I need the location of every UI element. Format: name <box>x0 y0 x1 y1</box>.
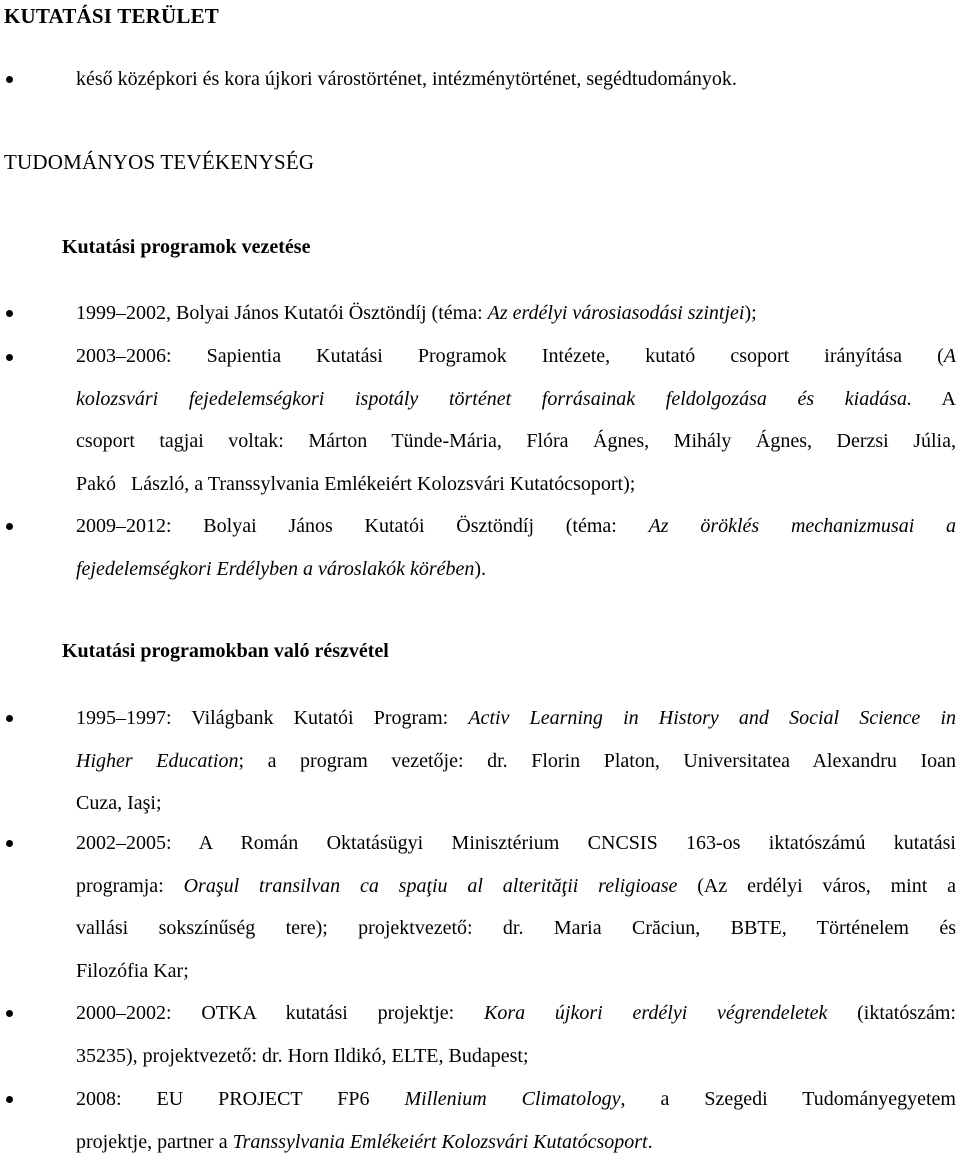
subsection-title-programs-led: Kutatási programok vezetése <box>62 236 311 258</box>
bullet-icon <box>6 523 13 530</box>
list-item-program-participated: 2002–2005: A Román Oktatásügyi Minisztérium CNCSIS 163-os iktatószámú kutatási programja: Oraşul transilvan ca spaţiu al alterităţii religioase (Az erdélyi város, mint a vallási sokszínűség tere); projektvezető: dr. Maria Crăciun, BBTE, Történelem és Filozófia Kar; <box>76 832 956 982</box>
bullet-icon <box>6 715 13 722</box>
list-item-program-participated: 2008: EU PROJECT FP6 Millenium Climatology, a Szegedi Tudományegyetem projektje, partner a Transsylvania Emlékeiért Kolozsvári Kutatócsoport. <box>76 1088 956 1153</box>
bullet-icon <box>6 354 13 361</box>
list-item-program-led: 1999–2002, Bolyai János Kutatói Ösztöndíj (téma: Az erdélyi városiasodási szintjei); <box>76 302 757 324</box>
list-item-program-led: 2003–2006: Sapientia Kutatási Programok Intézete, kutató csoport irányítása (A kolozsvári fejedelemségkori ispotály történet forrásainak feldolgozása és kiadása. A csoport tagjai voltak: Márton Tünde-Mária, Flóra Ágnes, Mihály Ágnes, Derzsi Júlia, Pakó László, a Transsylvania Emlékeiért Kolozsvári Kutatócsoport); <box>76 345 956 495</box>
bullet-icon <box>6 840 13 847</box>
bullet-icon <box>6 310 13 317</box>
section-title-research-area: KUTATÁSI TERÜLET <box>4 4 220 28</box>
bullet-icon <box>6 1010 13 1017</box>
subsection-title-programs-participated: Kutatási programokban való részvétel <box>62 640 389 662</box>
bullet-icon <box>6 1096 13 1103</box>
list-item-research-area: késő középkori és kora újkori várostörténet, intézménytörténet, segédtudományok. <box>76 68 737 90</box>
list-item-program-led: 2009–2012: Bolyai János Kutatói Ösztöndíj (téma: Az öröklés mechanizmusai a fejedelemségkori Erdélyben a városlakók körében). <box>76 515 956 580</box>
bullet-icon <box>6 76 13 83</box>
list-item-program-participated: 1995–1997: Világbank Kutatói Program: Activ Learning in History and Social Science in Higher Education; a program vezetője: dr. Florin Platon, Universitatea Alexandru Ioan Cuza, Iaşi; <box>76 707 957 814</box>
list-item-program-participated: 2000–2002: OTKA kutatási projektje: Kora újkori erdélyi végrendeletek (iktatószám: 35235), projektvezető: dr. Horn Ildikó, ELTE, Budapest; <box>76 1002 956 1067</box>
section-title-scientific-activity: TUDOMÁNYOS TEVÉKENYSÉG <box>4 150 315 174</box>
